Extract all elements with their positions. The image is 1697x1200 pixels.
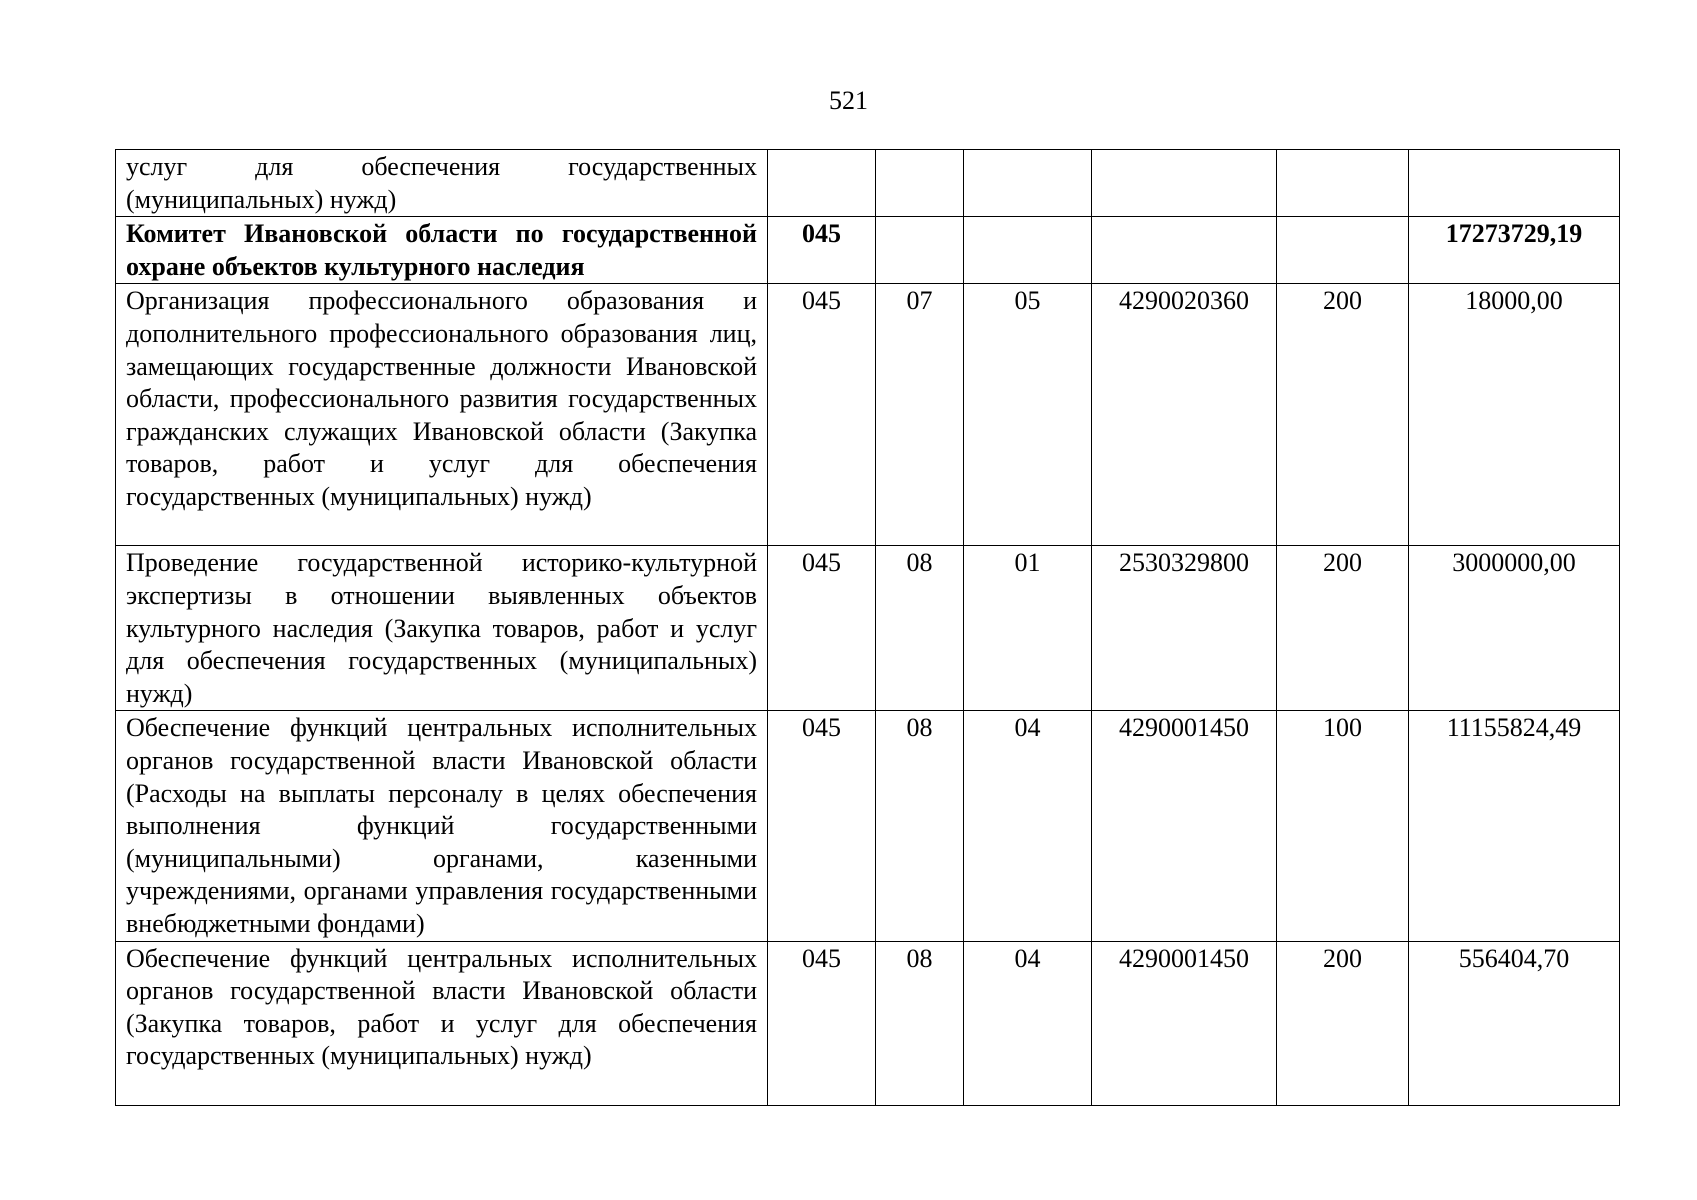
target-article-code: 2530329800 xyxy=(1092,546,1277,711)
amount: 3000000,00 xyxy=(1409,546,1620,711)
subsection-code: 04 xyxy=(964,941,1092,1105)
section-code xyxy=(876,150,964,217)
section-code: 08 xyxy=(876,546,964,711)
ministry-code: 045 xyxy=(768,941,876,1105)
expense-name: услуг для обеспечения государственных (муниципальных) нужд) xyxy=(116,150,768,217)
table-row xyxy=(116,546,1620,711)
subsection-code xyxy=(964,150,1092,217)
section-code: 07 xyxy=(876,284,964,546)
expense-name: Организация профессионального образования и дополнительного профессионального образования лиц, замещающих государственные должности Ивановской области, профессионального развития государственных гражданских служащих Ивановской области (Закупка товаров, работ и услуг для обеспечения государственных (муниципальных) нужд) xyxy=(116,284,768,546)
budget-table xyxy=(115,149,1620,1106)
table-row xyxy=(116,217,1620,284)
section-code: 08 xyxy=(876,941,964,1105)
page-number: 521 xyxy=(829,86,868,115)
expense-type-code xyxy=(1277,150,1409,217)
amount: 11155824,49 xyxy=(1409,711,1620,941)
table-row xyxy=(116,284,1620,546)
subsection-code: 01 xyxy=(964,546,1092,711)
expense-type-code: 200 xyxy=(1277,284,1409,546)
amount: 18000,00 xyxy=(1409,284,1620,546)
expense-name: Проведение государственной историко-культурной экспертизы в отношении выявленных объектов культурного наследия (Закупка товаров, работ и услуг для обеспечения государственных (муниципальных) нужд) xyxy=(116,546,768,711)
target-article-code xyxy=(1092,150,1277,217)
table-row xyxy=(116,941,1620,1105)
section-code xyxy=(876,217,964,284)
subsection-code xyxy=(964,217,1092,284)
subsection-code: 04 xyxy=(964,711,1092,941)
amount xyxy=(1409,150,1620,217)
expense-type-code: 100 xyxy=(1277,711,1409,941)
expense-type-code: 200 xyxy=(1277,941,1409,1105)
ministry-code: 045 xyxy=(768,217,876,284)
target-article-code xyxy=(1092,217,1277,284)
target-article-code: 4290001450 xyxy=(1092,941,1277,1105)
section-code: 08 xyxy=(876,711,964,941)
amount: 17273729,19 xyxy=(1409,217,1620,284)
ministry-code: 045 xyxy=(768,711,876,941)
ministry-code: 045 xyxy=(768,284,876,546)
target-article-code: 4290001450 xyxy=(1092,711,1277,941)
expense-type-code xyxy=(1277,217,1409,284)
expense-name: Обеспечение функций центральных исполнительных органов государственной власти Ивановской области (Расходы на выплаты персоналу в целях обеспечения выполнения функций государственными (муниципальными) органами, казенными учреждениями, органами управления государственными внебюджетными фондами) xyxy=(116,711,768,941)
ministry-code: 045 xyxy=(768,546,876,711)
target-article-code: 4290020360 xyxy=(1092,284,1277,546)
expense-name: Комитет Ивановской области по государственной охране объектов культурного наследия xyxy=(116,217,768,284)
expense-name: Обеспечение функций центральных исполнительных органов государственной власти Ивановской области (Закупка товаров, работ и услуг для обеспечения государственных (муниципальных) нужд) xyxy=(116,941,768,1105)
subsection-code: 05 xyxy=(964,284,1092,546)
ministry-code xyxy=(768,150,876,217)
expense-type-code: 200 xyxy=(1277,546,1409,711)
amount: 556404,70 xyxy=(1409,941,1620,1105)
table-row xyxy=(116,711,1620,941)
table-row xyxy=(116,150,1620,217)
